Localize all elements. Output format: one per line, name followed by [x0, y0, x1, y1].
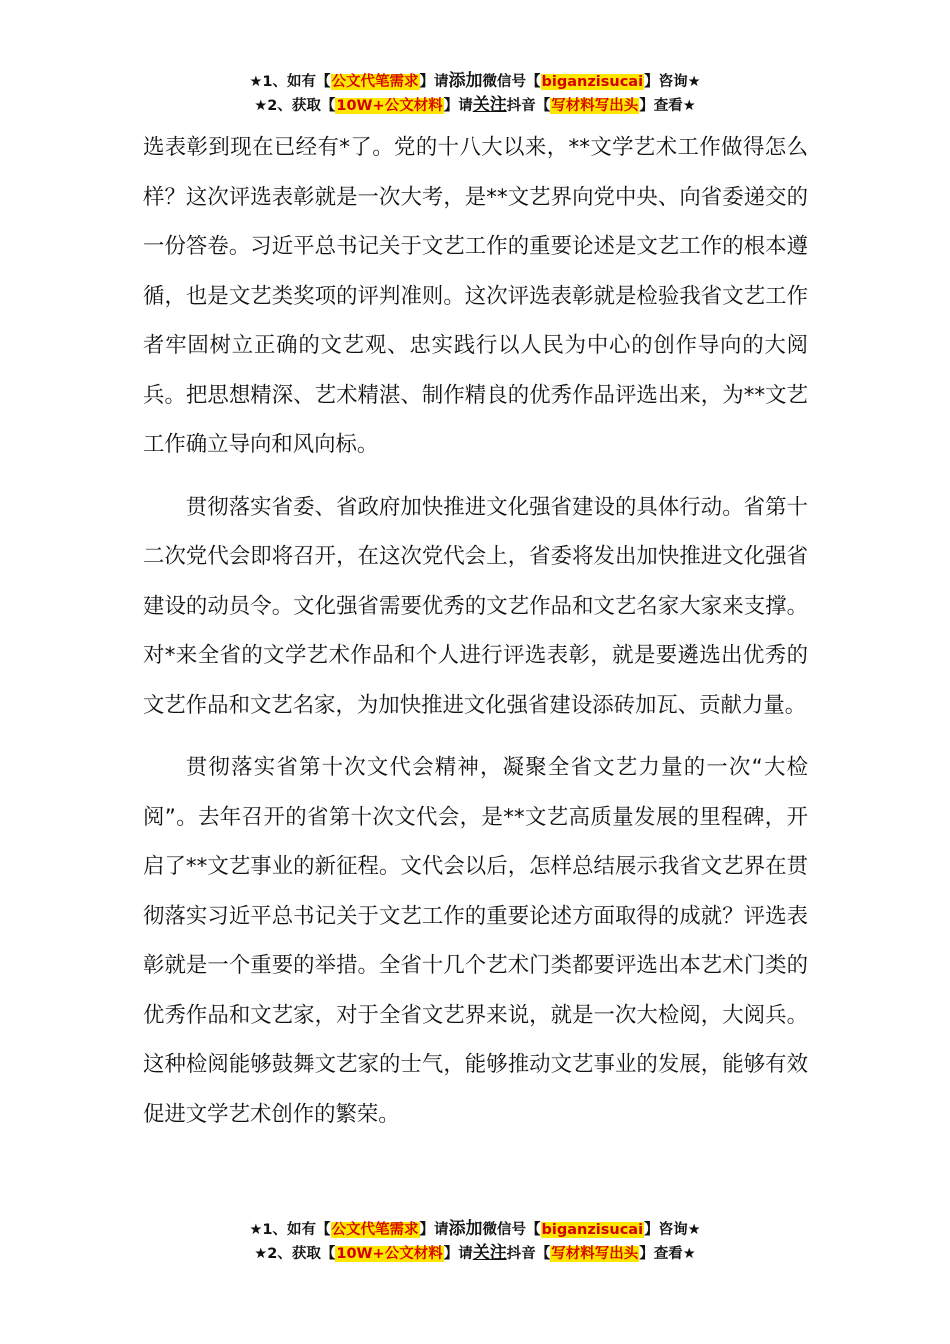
document-body [143, 123, 808, 1152]
footer-banner [0, 1218, 950, 1266]
banner-text: 】查看★ [639, 98, 696, 114]
banner-text: ★2、获取【 [254, 98, 336, 114]
banner-emphasis: 关注 [472, 95, 507, 115]
banner-line-1 [0, 70, 950, 94]
highlight-service: 公文代笔需求 [331, 74, 419, 90]
banner-line-2 [0, 94, 950, 118]
paragraph: 贯彻落实省委、省政府加快推进文化强省建设的具体行动。省第十二次党代会即将召开，在这次党代会上，省委将发出加快推进文化强省建设的动员令。文化强省需要优秀的文艺作品和文艺名家大家来支撑。对*来全省的文学艺术作品和个人进行评选表彰，就是要遴选出优秀的文艺作品和文艺名家，为加快推进文化强省建设添砖加瓦、贡献力量。 [143, 494, 808, 718]
banner-text: 抖音【 [506, 98, 551, 114]
highlight-douyin-account: 写材料写出头 [551, 1246, 639, 1262]
paragraph-continued: 选表彰到现在已经有*了。党的十八大以来，**文学艺术工作做得怎么样？这次评选表彰就是一次大考，是**文艺界向党中央、向省委递交的一份答卷。习近平总书记关于文艺工作的重要论述是文艺工作的根本遵循，也是文艺类奖项的评判准则。这次评选表彰就是检验我省文艺工作者牢固树立正确的文艺观、忠实践行以人民为中心的创作导向的大阅兵。把思想精深、艺术精湛、制作精良的优秀作品评选出来，为**文艺工作确立导向和风向标。 [143, 135, 808, 457]
banner-text: 微信号【 [482, 74, 541, 90]
highlight-wechat-id: biganzisucai [541, 1222, 644, 1238]
highlight-materials: 10W+公文材料 [336, 1246, 443, 1262]
header-banner [0, 70, 950, 118]
banner-emphasis: 添加 [448, 1219, 483, 1239]
banner-text: 】请 [419, 74, 449, 90]
banner-text: ★1、如有【 [249, 74, 331, 90]
highlight-materials: 10W+公文材料 [336, 98, 443, 114]
banner-text: 】请 [419, 1222, 449, 1238]
banner-line-2 [0, 1242, 950, 1266]
highlight-service: 公文代笔需求 [331, 1222, 419, 1238]
banner-text: 】查看★ [639, 1246, 696, 1262]
banner-line-1 [0, 1218, 950, 1242]
highlight-wechat-id: biganzisucai [541, 74, 644, 90]
banner-emphasis: 关注 [472, 1243, 507, 1263]
banner-text: 抖音【 [506, 1246, 551, 1262]
paragraph: 贯彻落实省第十次文代会精神，凝聚全省文艺力量的一次“大检阅”。去年召开的省第十次文代会，是**文艺高质量发展的里程碑，开启了**文艺事业的新征程。文代会以后，怎样总结展示我省文艺界在贯彻落实习近平总书记关于文艺工作的重要论述方面取得的成就？评选表彰就是一个重要的举措。全省十几个艺术门类都要评选出本艺术门类的优秀作品和文艺家，对于全省文艺界来说，就是一次大检阅，大阅兵。这种检阅能够鼓舞文艺家的士气，能够推动文艺事业的发展，能够有效促进文学艺术创作的繁荣。 [143, 755, 808, 1127]
banner-text: 】咨询★ [644, 1222, 701, 1238]
banner-text: 】请 [443, 1246, 473, 1262]
banner-text: 】咨询★ [644, 74, 701, 90]
banner-text: ★2、获取【 [254, 1246, 336, 1262]
highlight-douyin-account: 写材料写出头 [551, 98, 639, 114]
banner-text: ★1、如有【 [249, 1222, 331, 1238]
banner-text: 微信号【 [482, 1222, 541, 1238]
banner-text: 】请 [443, 98, 473, 114]
banner-emphasis: 添加 [448, 71, 483, 91]
